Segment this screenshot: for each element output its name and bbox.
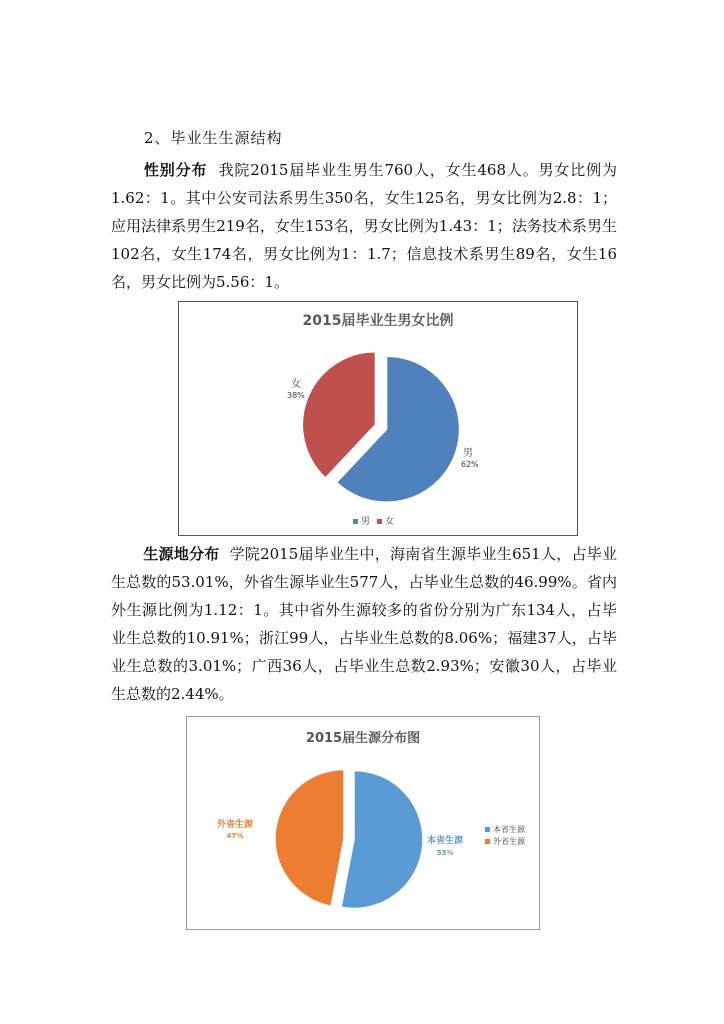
pie-slice-external [275, 770, 344, 907]
legend-label-male: 男 [361, 517, 371, 527]
slice-name-local: 本省生源 [426, 836, 464, 846]
origin-distribution-paragraph [111, 540, 617, 708]
slice-percent-female: 38% [287, 391, 305, 400]
chart-title: 2015届毕业生男女比例 [302, 313, 454, 329]
gender-distribution-text: 我院2015届毕业生男生760人，女生468人。男女比例为1.62：1。其中公安司法系男生350名，女生125名，男女比例为2.8：1；应用法律系男生219名，女生153名，男女比例为1.43：1；法务技术系男生102名，女生174名，男女比例为1：1.7；信息技术系男生89名，女生16名，男女比例为5.56：1。 [111, 161, 617, 291]
slice-percent-male: 62% [461, 460, 479, 469]
slice-percent-external: 47% [226, 832, 244, 840]
pie-slice-local [341, 770, 423, 908]
legend-label-local: 本省生源 [493, 825, 525, 834]
legend-swatch-local [485, 827, 490, 832]
slice-name-female: 女 [291, 379, 301, 390]
origin-distribution-title: 生源地分布 [143, 545, 220, 563]
chart-title: 2015届生源分布图 [305, 731, 421, 746]
origin-distribution-chart [186, 716, 540, 930]
legend-label-female: 女 [385, 517, 395, 527]
gender-ratio-chart [178, 301, 578, 536]
origin-pie-svg [187, 717, 539, 929]
slice-name-male: 男 [463, 448, 473, 459]
slice-name-external: 外省生源 [216, 820, 254, 830]
origin-distribution-text: 学院2015届毕业生中，海南省生源毕业生651人，占毕业生总数的53.01%，外省生源毕业生577人，占毕业生总数的46.99%。省内外生源比例为1.12：1。其中省外生源较多的省份分别为广东134人，占毕业生总数的10.91%；浙江99人，占毕业生总数的8.06%；福建37人，占毕业生总数的3.01%；广西36人，占毕业生总数2.93%；安徽30人，占毕业生总数的2.44%。 [111, 545, 617, 703]
legend-swatch-external [485, 839, 490, 844]
legend-swatch-male [353, 519, 358, 524]
legend-swatch-female [377, 519, 382, 524]
section-heading: 2、毕业生生源结构 [144, 129, 283, 147]
legend-label-external: 外省生源 [493, 837, 525, 846]
gender-distribution-paragraph [111, 156, 617, 296]
gender-pie-svg [179, 302, 577, 535]
gender-distribution-title: 性别分布 [143, 161, 208, 179]
slice-percent-local: 53% [436, 849, 454, 857]
